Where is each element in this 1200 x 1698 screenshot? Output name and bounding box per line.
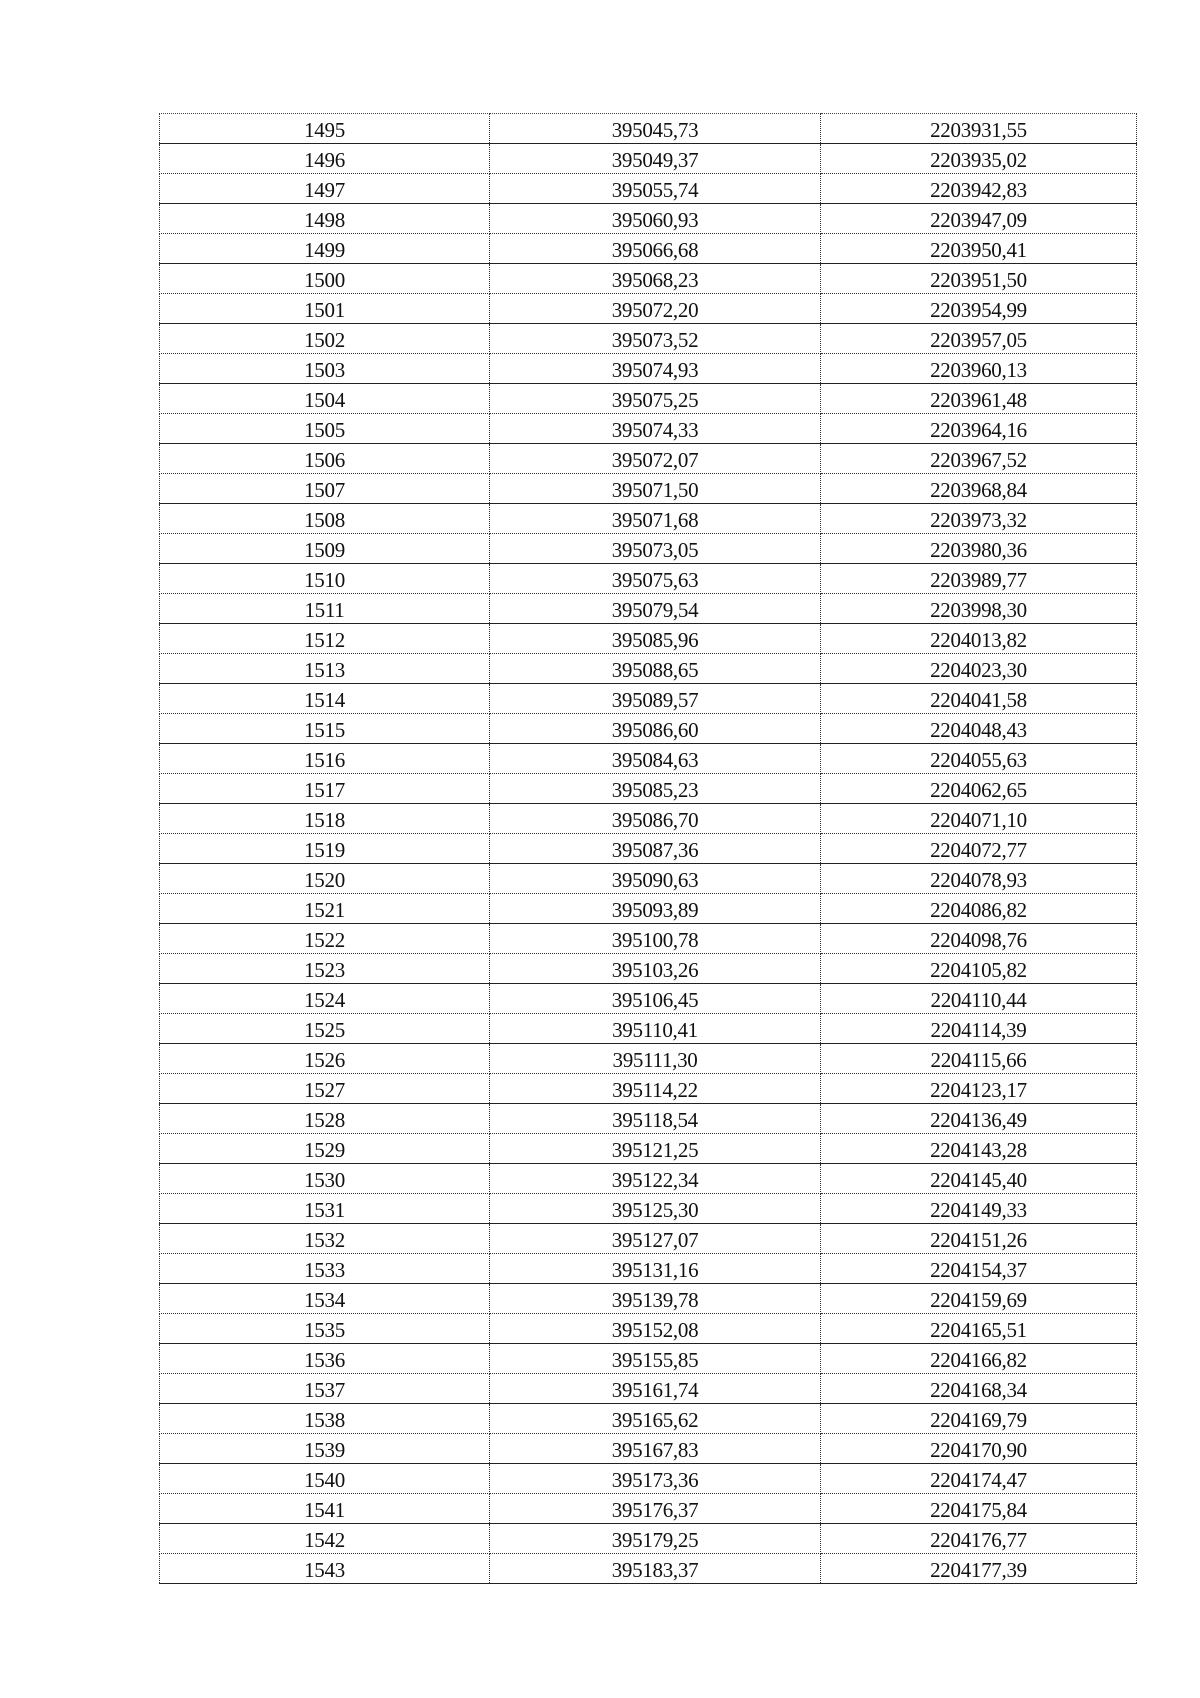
x-coordinate-cell: 395090,63 (490, 864, 821, 894)
point-number-cell: 1527 (160, 1074, 490, 1104)
table-row (160, 1404, 1137, 1434)
point-number-cell: 1505 (160, 414, 490, 444)
table-row (160, 1134, 1137, 1164)
table-row (160, 804, 1137, 834)
x-coordinate-cell: 395055,74 (490, 174, 821, 204)
table-row (160, 1434, 1137, 1464)
y-coordinate-cell: 2204041,58 (821, 684, 1137, 714)
x-coordinate-cell: 395131,16 (490, 1254, 821, 1284)
y-coordinate-cell: 2203980,36 (821, 534, 1137, 564)
point-number-cell: 1520 (160, 864, 490, 894)
table-row (160, 594, 1137, 624)
y-coordinate-cell: 2203960,13 (821, 354, 1137, 384)
table-row (160, 984, 1137, 1014)
x-coordinate-cell: 395073,05 (490, 534, 821, 564)
table-row (160, 1374, 1137, 1404)
y-coordinate-cell: 2203989,77 (821, 564, 1137, 594)
y-coordinate-cell: 2203964,16 (821, 414, 1137, 444)
y-coordinate-cell: 2204123,17 (821, 1074, 1137, 1104)
point-number-cell: 1513 (160, 654, 490, 684)
table-row (160, 924, 1137, 954)
y-coordinate-cell: 2204048,43 (821, 714, 1137, 744)
x-coordinate-cell: 395071,50 (490, 474, 821, 504)
point-number-cell: 1543 (160, 1554, 490, 1584)
point-number-cell: 1526 (160, 1044, 490, 1074)
x-coordinate-cell: 395114,22 (490, 1074, 821, 1104)
y-coordinate-cell: 2204086,82 (821, 894, 1137, 924)
point-number-cell: 1511 (160, 594, 490, 624)
x-coordinate-cell: 395167,83 (490, 1434, 821, 1464)
y-coordinate-cell: 2204176,77 (821, 1524, 1137, 1554)
y-coordinate-cell: 2204154,37 (821, 1254, 1137, 1284)
table-row (160, 114, 1137, 144)
point-number-cell: 1496 (160, 144, 490, 174)
x-coordinate-cell: 395106,45 (490, 984, 821, 1014)
x-coordinate-cell: 395121,25 (490, 1134, 821, 1164)
x-coordinate-cell: 395089,57 (490, 684, 821, 714)
y-coordinate-cell: 2204072,77 (821, 834, 1137, 864)
table-row (160, 894, 1137, 924)
point-number-cell: 1514 (160, 684, 490, 714)
table-row (160, 1494, 1137, 1524)
point-number-cell: 1534 (160, 1284, 490, 1314)
point-number-cell: 1504 (160, 384, 490, 414)
table-row (160, 174, 1137, 204)
x-coordinate-cell: 395049,37 (490, 144, 821, 174)
x-coordinate-cell: 395183,37 (490, 1554, 821, 1584)
x-coordinate-cell: 395127,07 (490, 1224, 821, 1254)
x-coordinate-cell: 395086,60 (490, 714, 821, 744)
y-coordinate-cell: 2203942,83 (821, 174, 1137, 204)
y-coordinate-cell: 2203935,02 (821, 144, 1137, 174)
point-number-cell: 1522 (160, 924, 490, 954)
x-coordinate-cell: 395072,07 (490, 444, 821, 474)
coordinates-table (159, 113, 1137, 1584)
table-row (160, 474, 1137, 504)
y-coordinate-cell: 2204078,93 (821, 864, 1137, 894)
y-coordinate-cell: 2204151,26 (821, 1224, 1137, 1254)
y-coordinate-cell: 2203950,41 (821, 234, 1137, 264)
x-coordinate-cell: 395079,54 (490, 594, 821, 624)
table-row (160, 1284, 1137, 1314)
table-row (160, 624, 1137, 654)
x-coordinate-cell: 395060,93 (490, 204, 821, 234)
y-coordinate-cell: 2203954,99 (821, 294, 1137, 324)
x-coordinate-cell: 395087,36 (490, 834, 821, 864)
table-row (160, 1014, 1137, 1044)
table-row (160, 564, 1137, 594)
table-row (160, 1344, 1137, 1374)
point-number-cell: 1498 (160, 204, 490, 234)
table-row (160, 504, 1137, 534)
x-coordinate-cell: 395100,78 (490, 924, 821, 954)
table-row (160, 1074, 1137, 1104)
x-coordinate-cell: 395152,08 (490, 1314, 821, 1344)
x-coordinate-cell: 395125,30 (490, 1194, 821, 1224)
table-row (160, 1314, 1137, 1344)
x-coordinate-cell: 395066,68 (490, 234, 821, 264)
x-coordinate-cell: 395176,37 (490, 1494, 821, 1524)
point-number-cell: 1516 (160, 744, 490, 774)
x-coordinate-cell: 395093,89 (490, 894, 821, 924)
point-number-cell: 1535 (160, 1314, 490, 1344)
y-coordinate-cell: 2204115,66 (821, 1044, 1137, 1074)
table-row (160, 444, 1137, 474)
y-coordinate-cell: 2204114,39 (821, 1014, 1137, 1044)
y-coordinate-cell: 2204175,84 (821, 1494, 1137, 1524)
point-number-cell: 1517 (160, 774, 490, 804)
point-number-cell: 1529 (160, 1134, 490, 1164)
point-number-cell: 1524 (160, 984, 490, 1014)
x-coordinate-cell: 395165,62 (490, 1404, 821, 1434)
table-row (160, 234, 1137, 264)
table-row (160, 954, 1137, 984)
point-number-cell: 1539 (160, 1434, 490, 1464)
point-number-cell: 1541 (160, 1494, 490, 1524)
x-coordinate-cell: 395086,70 (490, 804, 821, 834)
y-coordinate-cell: 2204071,10 (821, 804, 1137, 834)
y-coordinate-cell: 2204170,90 (821, 1434, 1137, 1464)
point-number-cell: 1518 (160, 804, 490, 834)
x-coordinate-cell: 395075,63 (490, 564, 821, 594)
table-row (160, 834, 1137, 864)
y-coordinate-cell: 2203951,50 (821, 264, 1137, 294)
point-number-cell: 1503 (160, 354, 490, 384)
y-coordinate-cell: 2204174,47 (821, 1464, 1137, 1494)
table-row (160, 1194, 1137, 1224)
x-coordinate-cell: 395103,26 (490, 954, 821, 984)
coordinates-table-body (160, 114, 1137, 1584)
table-row (160, 774, 1137, 804)
table-row (160, 684, 1137, 714)
table-row (160, 1554, 1137, 1584)
x-coordinate-cell: 395111,30 (490, 1044, 821, 1074)
y-coordinate-cell: 2204168,34 (821, 1374, 1137, 1404)
point-number-cell: 1540 (160, 1464, 490, 1494)
point-number-cell: 1519 (160, 834, 490, 864)
point-number-cell: 1506 (160, 444, 490, 474)
x-coordinate-cell: 395075,25 (490, 384, 821, 414)
table-row (160, 264, 1137, 294)
point-number-cell: 1536 (160, 1344, 490, 1374)
y-coordinate-cell: 2203957,05 (821, 324, 1137, 354)
point-number-cell: 1499 (160, 234, 490, 264)
y-coordinate-cell: 2203973,32 (821, 504, 1137, 534)
table-row (160, 414, 1137, 444)
table-row (160, 1164, 1137, 1194)
y-coordinate-cell: 2204165,51 (821, 1314, 1137, 1344)
point-number-cell: 1500 (160, 264, 490, 294)
x-coordinate-cell: 395068,23 (490, 264, 821, 294)
x-coordinate-cell: 395161,74 (490, 1374, 821, 1404)
point-number-cell: 1497 (160, 174, 490, 204)
table-row (160, 534, 1137, 564)
table-row (160, 744, 1137, 774)
point-number-cell: 1537 (160, 1374, 490, 1404)
y-coordinate-cell: 2204062,65 (821, 774, 1137, 804)
point-number-cell: 1538 (160, 1404, 490, 1434)
y-coordinate-cell: 2204110,44 (821, 984, 1137, 1014)
y-coordinate-cell: 2204169,79 (821, 1404, 1137, 1434)
y-coordinate-cell: 2203967,52 (821, 444, 1137, 474)
x-coordinate-cell: 395085,23 (490, 774, 821, 804)
table-row (160, 204, 1137, 234)
y-coordinate-cell: 2204013,82 (821, 624, 1137, 654)
x-coordinate-cell: 395074,33 (490, 414, 821, 444)
point-number-cell: 1507 (160, 474, 490, 504)
y-coordinate-cell: 2204143,28 (821, 1134, 1137, 1164)
table-row (160, 354, 1137, 384)
y-coordinate-cell: 2204098,76 (821, 924, 1137, 954)
y-coordinate-cell: 2203947,09 (821, 204, 1137, 234)
x-coordinate-cell: 395118,54 (490, 1104, 821, 1134)
table-row (160, 1464, 1137, 1494)
point-number-cell: 1509 (160, 534, 490, 564)
point-number-cell: 1525 (160, 1014, 490, 1044)
point-number-cell: 1508 (160, 504, 490, 534)
point-number-cell: 1533 (160, 1254, 490, 1284)
point-number-cell: 1521 (160, 894, 490, 924)
x-coordinate-cell: 395045,73 (490, 114, 821, 144)
point-number-cell: 1528 (160, 1104, 490, 1134)
x-coordinate-cell: 395110,41 (490, 1014, 821, 1044)
y-coordinate-cell: 2204055,63 (821, 744, 1137, 774)
point-number-cell: 1542 (160, 1524, 490, 1554)
y-coordinate-cell: 2204145,40 (821, 1164, 1137, 1194)
y-coordinate-cell: 2204023,30 (821, 654, 1137, 684)
x-coordinate-cell: 395155,85 (490, 1344, 821, 1374)
point-number-cell: 1502 (160, 324, 490, 354)
x-coordinate-cell: 395073,52 (490, 324, 821, 354)
y-coordinate-cell: 2204159,69 (821, 1284, 1137, 1314)
y-coordinate-cell: 2204166,82 (821, 1344, 1137, 1374)
table-row (160, 1224, 1137, 1254)
table-row (160, 324, 1137, 354)
table-row (160, 294, 1137, 324)
table-row (160, 714, 1137, 744)
point-number-cell: 1495 (160, 114, 490, 144)
y-coordinate-cell: 2203998,30 (821, 594, 1137, 624)
y-coordinate-cell: 2203931,55 (821, 114, 1137, 144)
table-row (160, 1524, 1137, 1554)
point-number-cell: 1530 (160, 1164, 490, 1194)
y-coordinate-cell: 2203961,48 (821, 384, 1137, 414)
point-number-cell: 1510 (160, 564, 490, 594)
point-number-cell: 1501 (160, 294, 490, 324)
y-coordinate-cell: 2203968,84 (821, 474, 1137, 504)
y-coordinate-cell: 2204149,33 (821, 1194, 1137, 1224)
table-row (160, 144, 1137, 174)
x-coordinate-cell: 395122,34 (490, 1164, 821, 1194)
point-number-cell: 1532 (160, 1224, 490, 1254)
y-coordinate-cell: 2204105,82 (821, 954, 1137, 984)
table-row (160, 1104, 1137, 1134)
x-coordinate-cell: 395072,20 (490, 294, 821, 324)
table-row (160, 1254, 1137, 1284)
x-coordinate-cell: 395071,68 (490, 504, 821, 534)
point-number-cell: 1515 (160, 714, 490, 744)
table-row (160, 1044, 1137, 1074)
table-row (160, 654, 1137, 684)
point-number-cell: 1523 (160, 954, 490, 984)
x-coordinate-cell: 395084,63 (490, 744, 821, 774)
y-coordinate-cell: 2204177,39 (821, 1554, 1137, 1584)
table-row (160, 384, 1137, 414)
x-coordinate-cell: 395088,65 (490, 654, 821, 684)
x-coordinate-cell: 395074,93 (490, 354, 821, 384)
x-coordinate-cell: 395139,78 (490, 1284, 821, 1314)
table-row (160, 864, 1137, 894)
y-coordinate-cell: 2204136,49 (821, 1104, 1137, 1134)
x-coordinate-cell: 395179,25 (490, 1524, 821, 1554)
x-coordinate-cell: 395173,36 (490, 1464, 821, 1494)
point-number-cell: 1531 (160, 1194, 490, 1224)
x-coordinate-cell: 395085,96 (490, 624, 821, 654)
point-number-cell: 1512 (160, 624, 490, 654)
